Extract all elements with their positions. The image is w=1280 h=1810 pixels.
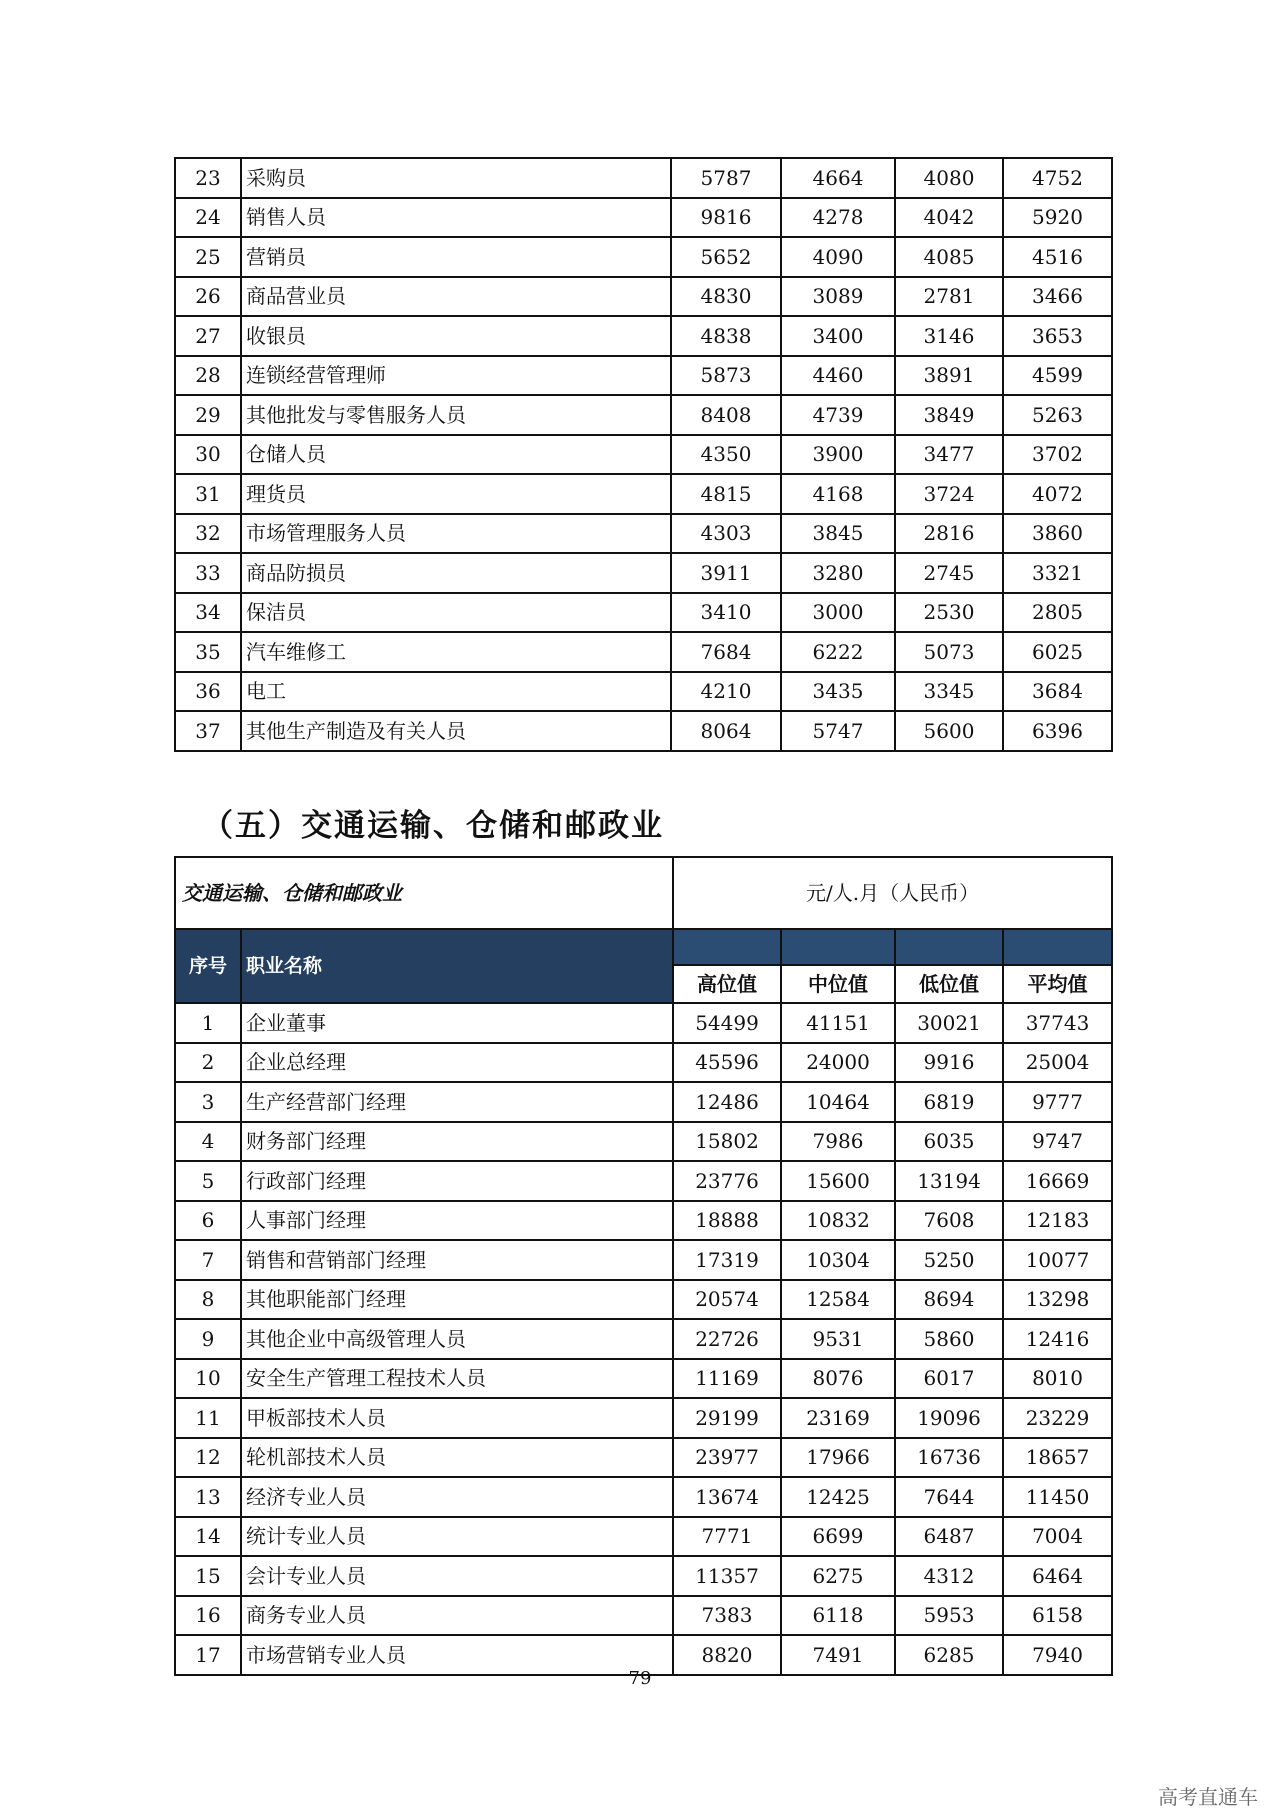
seq-cell: 11 xyxy=(175,1398,241,1438)
table-caption-unit: 元/人.月（人民币） xyxy=(673,857,1112,929)
seq-cell: 23 xyxy=(175,158,241,198)
seq-cell: 29 xyxy=(175,395,241,435)
avg-value-cell: 3653 xyxy=(1003,316,1112,356)
occupation-cell: 企业总经理 xyxy=(241,1043,673,1083)
low-value-cell: 5953 xyxy=(895,1596,1003,1636)
header-high: 高位值 xyxy=(673,965,781,1003)
seq-cell: 17 xyxy=(175,1635,241,1675)
table-row xyxy=(175,1517,1112,1557)
high-value-cell: 12486 xyxy=(673,1082,781,1122)
mid-value-cell: 41151 xyxy=(781,1003,895,1043)
low-value-cell: 6487 xyxy=(895,1517,1003,1557)
avg-value-cell: 18657 xyxy=(1003,1438,1112,1478)
occupation-cell: 营销员 xyxy=(241,237,671,277)
wholesale-retail-salary-table xyxy=(174,157,1113,752)
occupation-cell: 市场管理服务人员 xyxy=(241,514,671,554)
high-value-cell: 8820 xyxy=(673,1635,781,1675)
avg-value-cell: 6158 xyxy=(1003,1596,1112,1636)
seq-cell: 7 xyxy=(175,1240,241,1280)
occupation-cell: 安全生产管理工程技术人员 xyxy=(241,1359,673,1399)
seq-cell: 31 xyxy=(175,474,241,514)
table-row xyxy=(175,1122,1112,1162)
mid-value-cell: 3000 xyxy=(781,593,895,633)
avg-value-cell: 3466 xyxy=(1003,277,1112,317)
page-number: 79 xyxy=(628,1668,652,1689)
seq-cell: 32 xyxy=(175,514,241,554)
low-value-cell: 2745 xyxy=(895,553,1003,593)
occupation-cell: 销售和营销部门经理 xyxy=(241,1240,673,1280)
occupation-cell: 会计专业人员 xyxy=(241,1556,673,1596)
high-value-cell: 7771 xyxy=(673,1517,781,1557)
low-value-cell: 6285 xyxy=(895,1635,1003,1675)
low-value-cell: 5600 xyxy=(895,711,1003,751)
high-value-cell: 5652 xyxy=(671,237,781,277)
occupation-cell: 收银员 xyxy=(241,316,671,356)
high-value-cell: 18888 xyxy=(673,1201,781,1241)
table-row xyxy=(175,237,1112,277)
avg-value-cell: 4516 xyxy=(1003,237,1112,277)
mid-value-cell: 3089 xyxy=(781,277,895,317)
table-row xyxy=(175,316,1112,356)
table-row xyxy=(175,514,1112,554)
occupation-cell: 销售人员 xyxy=(241,198,671,238)
low-value-cell: 13194 xyxy=(895,1161,1003,1201)
avg-value-cell: 25004 xyxy=(1003,1043,1112,1083)
header-seq: 序号 xyxy=(175,929,241,1003)
high-value-cell: 3911 xyxy=(671,553,781,593)
mid-value-cell: 4739 xyxy=(781,395,895,435)
mid-value-cell: 10464 xyxy=(781,1082,895,1122)
table-row xyxy=(175,672,1112,712)
high-value-cell: 3410 xyxy=(671,593,781,633)
low-value-cell: 4042 xyxy=(895,198,1003,238)
high-value-cell: 4838 xyxy=(671,316,781,356)
low-value-cell: 2816 xyxy=(895,514,1003,554)
table-row xyxy=(175,1201,1112,1241)
header-band xyxy=(1003,929,1112,965)
occupation-cell: 人事部门经理 xyxy=(241,1201,673,1241)
avg-value-cell: 12416 xyxy=(1003,1319,1112,1359)
header-mid: 中位值 xyxy=(781,965,895,1003)
occupation-cell: 统计专业人员 xyxy=(241,1517,673,1557)
header-low: 低位值 xyxy=(895,965,1003,1003)
table-row xyxy=(175,158,1112,198)
high-value-cell: 4303 xyxy=(671,514,781,554)
low-value-cell: 3849 xyxy=(895,395,1003,435)
mid-value-cell: 3280 xyxy=(781,553,895,593)
header-occupation: 职业名称 xyxy=(241,929,673,1003)
table-row xyxy=(175,1359,1112,1399)
avg-value-cell: 13298 xyxy=(1003,1280,1112,1320)
transport-salary-table xyxy=(174,856,1113,1676)
high-value-cell: 4830 xyxy=(671,277,781,317)
low-value-cell: 19096 xyxy=(895,1398,1003,1438)
high-value-cell: 22726 xyxy=(673,1319,781,1359)
occupation-cell: 理货员 xyxy=(241,474,671,514)
high-value-cell: 11357 xyxy=(673,1556,781,1596)
header-band xyxy=(673,929,781,965)
mid-value-cell: 12584 xyxy=(781,1280,895,1320)
seq-cell: 26 xyxy=(175,277,241,317)
high-value-cell: 9816 xyxy=(671,198,781,238)
occupation-cell: 其他职能部门经理 xyxy=(241,1280,673,1320)
high-value-cell: 4350 xyxy=(671,435,781,475)
avg-value-cell: 6025 xyxy=(1003,632,1112,672)
mid-value-cell: 3435 xyxy=(781,672,895,712)
seq-cell: 37 xyxy=(175,711,241,751)
mid-value-cell: 15600 xyxy=(781,1161,895,1201)
low-value-cell: 6017 xyxy=(895,1359,1003,1399)
high-value-cell: 54499 xyxy=(673,1003,781,1043)
high-value-cell: 23977 xyxy=(673,1438,781,1478)
seq-cell: 33 xyxy=(175,553,241,593)
low-value-cell: 30021 xyxy=(895,1003,1003,1043)
low-value-cell: 5073 xyxy=(895,632,1003,672)
avg-value-cell: 5263 xyxy=(1003,395,1112,435)
occupation-cell: 保洁员 xyxy=(241,593,671,633)
mid-value-cell: 6118 xyxy=(781,1596,895,1636)
avg-value-cell: 2805 xyxy=(1003,593,1112,633)
mid-value-cell: 24000 xyxy=(781,1043,895,1083)
avg-value-cell: 3860 xyxy=(1003,514,1112,554)
occupation-cell: 电工 xyxy=(241,672,671,712)
mid-value-cell: 10304 xyxy=(781,1240,895,1280)
seq-cell: 8 xyxy=(175,1280,241,1320)
low-value-cell: 7644 xyxy=(895,1477,1003,1517)
avg-value-cell: 9777 xyxy=(1003,1082,1112,1122)
avg-value-cell: 7940 xyxy=(1003,1635,1112,1675)
mid-value-cell: 4278 xyxy=(781,198,895,238)
seq-cell: 2 xyxy=(175,1043,241,1083)
mid-value-cell: 6699 xyxy=(781,1517,895,1557)
mid-value-cell: 12425 xyxy=(781,1477,895,1517)
mid-value-cell: 23169 xyxy=(781,1398,895,1438)
low-value-cell: 16736 xyxy=(895,1438,1003,1478)
seq-cell: 35 xyxy=(175,632,241,672)
seq-cell: 27 xyxy=(175,316,241,356)
mid-value-cell: 9531 xyxy=(781,1319,895,1359)
occupation-cell: 企业董事 xyxy=(241,1003,673,1043)
occupation-cell: 仓储人员 xyxy=(241,435,671,475)
occupation-cell: 其他批发与零售服务人员 xyxy=(241,395,671,435)
table-row xyxy=(175,198,1112,238)
avg-value-cell: 3684 xyxy=(1003,672,1112,712)
mid-value-cell: 17966 xyxy=(781,1438,895,1478)
mid-value-cell: 7986 xyxy=(781,1122,895,1162)
high-value-cell: 4210 xyxy=(671,672,781,712)
occupation-cell: 市场营销专业人员 xyxy=(241,1635,673,1675)
occupation-cell: 其他生产制造及有关人员 xyxy=(241,711,671,751)
high-value-cell: 7684 xyxy=(671,632,781,672)
table-row xyxy=(175,1003,1112,1043)
mid-value-cell: 7491 xyxy=(781,1635,895,1675)
seq-cell: 10 xyxy=(175,1359,241,1399)
table-row xyxy=(175,1477,1112,1517)
table-row xyxy=(175,593,1112,633)
avg-value-cell: 4752 xyxy=(1003,158,1112,198)
table-row xyxy=(175,395,1112,435)
seq-cell: 6 xyxy=(175,1201,241,1241)
seq-cell: 24 xyxy=(175,198,241,238)
high-value-cell: 23776 xyxy=(673,1161,781,1201)
high-value-cell: 5873 xyxy=(671,356,781,396)
avg-value-cell: 12183 xyxy=(1003,1201,1112,1241)
seq-cell: 36 xyxy=(175,672,241,712)
mid-value-cell: 4090 xyxy=(781,237,895,277)
occupation-cell: 商务专业人员 xyxy=(241,1596,673,1636)
low-value-cell: 4080 xyxy=(895,158,1003,198)
avg-value-cell: 7004 xyxy=(1003,1517,1112,1557)
occupation-cell: 甲板部技术人员 xyxy=(241,1398,673,1438)
low-value-cell: 4312 xyxy=(895,1556,1003,1596)
seq-cell: 28 xyxy=(175,356,241,396)
table-row xyxy=(175,1319,1112,1359)
mid-value-cell: 3400 xyxy=(781,316,895,356)
occupation-cell: 财务部门经理 xyxy=(241,1122,673,1162)
occupation-cell: 其他企业中高级管理人员 xyxy=(241,1319,673,1359)
table-row xyxy=(175,1438,1112,1478)
occupation-cell: 经济专业人员 xyxy=(241,1477,673,1517)
seq-cell: 13 xyxy=(175,1477,241,1517)
low-value-cell: 3477 xyxy=(895,435,1003,475)
table-caption-industry: 交通运输、仓储和邮政业 xyxy=(175,857,673,929)
seq-cell: 25 xyxy=(175,237,241,277)
low-value-cell: 5860 xyxy=(895,1319,1003,1359)
avg-value-cell: 11450 xyxy=(1003,1477,1112,1517)
high-value-cell: 11169 xyxy=(673,1359,781,1399)
high-value-cell: 13674 xyxy=(673,1477,781,1517)
high-value-cell: 29199 xyxy=(673,1398,781,1438)
mid-value-cell: 8076 xyxy=(781,1359,895,1399)
mid-value-cell: 10832 xyxy=(781,1201,895,1241)
high-value-cell: 7383 xyxy=(673,1596,781,1636)
occupation-cell: 行政部门经理 xyxy=(241,1161,673,1201)
occupation-cell: 生产经营部门经理 xyxy=(241,1082,673,1122)
high-value-cell: 20574 xyxy=(673,1280,781,1320)
seq-cell: 4 xyxy=(175,1122,241,1162)
avg-value-cell: 23229 xyxy=(1003,1398,1112,1438)
header-avg: 平均值 xyxy=(1003,965,1112,1003)
occupation-cell: 商品防损员 xyxy=(241,553,671,593)
mid-value-cell: 3845 xyxy=(781,514,895,554)
table-row xyxy=(175,1280,1112,1320)
high-value-cell: 8408 xyxy=(671,395,781,435)
avg-value-cell: 3321 xyxy=(1003,553,1112,593)
low-value-cell: 6819 xyxy=(895,1082,1003,1122)
mid-value-cell: 3900 xyxy=(781,435,895,475)
section-title: （五）交通运输、仓储和邮政业 xyxy=(202,808,664,844)
table-row xyxy=(175,1043,1112,1083)
table-row xyxy=(175,1556,1112,1596)
occupation-cell: 商品营业员 xyxy=(241,277,671,317)
mid-value-cell: 5747 xyxy=(781,711,895,751)
low-value-cell: 4085 xyxy=(895,237,1003,277)
table-row xyxy=(175,1596,1112,1636)
occupation-cell: 连锁经营管理师 xyxy=(241,356,671,396)
table-row xyxy=(175,632,1112,672)
low-value-cell: 3345 xyxy=(895,672,1003,712)
avg-value-cell: 9747 xyxy=(1003,1122,1112,1162)
table-row xyxy=(175,1161,1112,1201)
low-value-cell: 2530 xyxy=(895,593,1003,633)
seq-cell: 30 xyxy=(175,435,241,475)
top-table-body xyxy=(175,158,1112,751)
avg-value-cell: 16669 xyxy=(1003,1161,1112,1201)
table-row xyxy=(175,1082,1112,1122)
table-row xyxy=(175,356,1112,396)
mid-value-cell: 4460 xyxy=(781,356,895,396)
mid-value-cell: 4168 xyxy=(781,474,895,514)
occupation-cell: 采购员 xyxy=(241,158,671,198)
seq-cell: 14 xyxy=(175,1517,241,1557)
avg-value-cell: 6396 xyxy=(1003,711,1112,751)
high-value-cell: 4815 xyxy=(671,474,781,514)
mid-value-cell: 6222 xyxy=(781,632,895,672)
low-value-cell: 3146 xyxy=(895,316,1003,356)
high-value-cell: 45596 xyxy=(673,1043,781,1083)
occupation-cell: 汽车维修工 xyxy=(241,632,671,672)
table-row xyxy=(175,1398,1112,1438)
table-row xyxy=(175,474,1112,514)
table-row xyxy=(175,277,1112,317)
seq-cell: 1 xyxy=(175,1003,241,1043)
high-value-cell: 5787 xyxy=(671,158,781,198)
seq-cell: 5 xyxy=(175,1161,241,1201)
high-value-cell: 8064 xyxy=(671,711,781,751)
seq-cell: 16 xyxy=(175,1596,241,1636)
avg-value-cell: 4072 xyxy=(1003,474,1112,514)
table-row xyxy=(175,1240,1112,1280)
table-row xyxy=(175,711,1112,751)
seq-cell: 12 xyxy=(175,1438,241,1478)
high-value-cell: 17319 xyxy=(673,1240,781,1280)
header-band xyxy=(895,929,1003,965)
avg-value-cell: 5920 xyxy=(1003,198,1112,238)
high-value-cell: 15802 xyxy=(673,1122,781,1162)
watermark-text: 高考直通车 xyxy=(1158,1785,1258,1809)
low-value-cell: 3724 xyxy=(895,474,1003,514)
low-value-cell: 3891 xyxy=(895,356,1003,396)
avg-value-cell: 10077 xyxy=(1003,1240,1112,1280)
table-row xyxy=(175,553,1112,593)
low-value-cell: 2781 xyxy=(895,277,1003,317)
seq-cell: 34 xyxy=(175,593,241,633)
avg-value-cell: 8010 xyxy=(1003,1359,1112,1399)
header-band xyxy=(781,929,895,965)
low-value-cell: 5250 xyxy=(895,1240,1003,1280)
low-value-cell: 7608 xyxy=(895,1201,1003,1241)
low-value-cell: 9916 xyxy=(895,1043,1003,1083)
avg-value-cell: 3702 xyxy=(1003,435,1112,475)
mid-value-cell: 4664 xyxy=(781,158,895,198)
avg-value-cell: 6464 xyxy=(1003,1556,1112,1596)
avg-value-cell: 4599 xyxy=(1003,356,1112,396)
avg-value-cell: 37743 xyxy=(1003,1003,1112,1043)
table-row xyxy=(175,435,1112,475)
seq-cell: 9 xyxy=(175,1319,241,1359)
occupation-cell: 轮机部技术人员 xyxy=(241,1438,673,1478)
low-value-cell: 8694 xyxy=(895,1280,1003,1320)
low-value-cell: 6035 xyxy=(895,1122,1003,1162)
seq-cell: 15 xyxy=(175,1556,241,1596)
bottom-table-body xyxy=(175,1003,1112,1675)
seq-cell: 3 xyxy=(175,1082,241,1122)
mid-value-cell: 6275 xyxy=(781,1556,895,1596)
